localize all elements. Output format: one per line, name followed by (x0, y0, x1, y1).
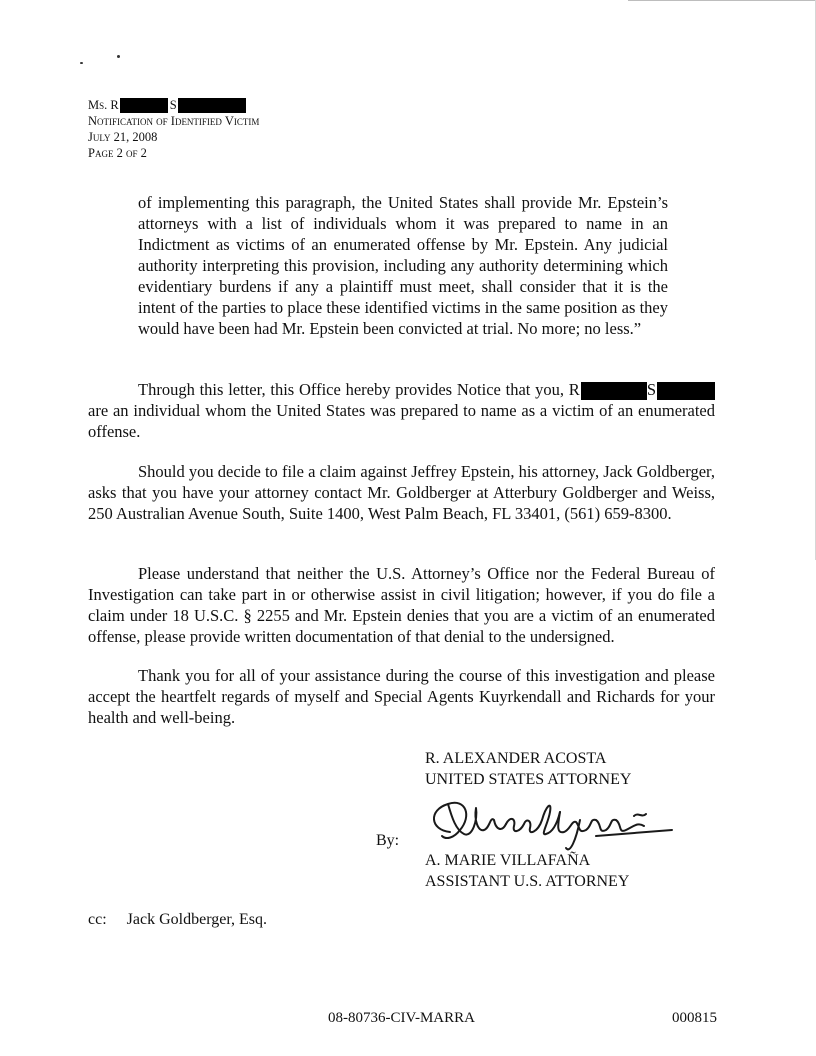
page-number: Page 2 of 2 (88, 146, 147, 160)
notice-end: are an individual whom the United States was prepared to name as a victim of an enumerated offense. (88, 401, 715, 442)
redaction-box (657, 382, 715, 400)
notice-paragraph (88, 379, 715, 442)
scan-speck (80, 62, 83, 64)
cc-label: cc: (88, 911, 107, 928)
subject-line: Notification of Identified Victim (88, 114, 260, 128)
redaction-box (581, 382, 647, 400)
salutation-prefix: Ms. R (88, 98, 119, 112)
by-label: By: (376, 832, 400, 849)
litigation-paragraph: Please understand that neither the U.S. Attorney’s Office nor the Federal Bureau of Investigation can take part in or otherwise assist in civil litigation; however, if you do file a claim under 18 U.S.C. § 2255 and Mr. Epstein denies that you are a victim of an enumerated offense, please provide written documentation of that denial to the undersigned. (88, 564, 715, 646)
cc-line (88, 911, 267, 929)
handwritten-signature (420, 790, 680, 856)
case-number: 08-80736-CIV-MARRA (328, 1010, 475, 1026)
notice-mid: S (646, 380, 656, 399)
letter-header (88, 97, 259, 161)
signer-title: ASSISTANT U.S. ATTORNEY (425, 873, 630, 890)
attorney-name: R. ALEXANDER ACOSTA (425, 750, 607, 767)
bates-number: 000815 (672, 1010, 717, 1026)
salutation-mid: S (169, 98, 177, 112)
signature-authority (425, 748, 631, 790)
quoted-paragraph: of implementing this paragraph, the United States shall provide Mr. Epstein’s attorneys with a list of individuals whom it was prepared to name in an Indictment as victims of an enumerated offense by Mr. Epstein. Any judicial authority interpreting this provision, including any authority determining which evidentiary burdens if any a plaintiff must meet, shall consider that it is the intent of the parties to place these identified victims in the same position as they would have been had Mr. Epstein been convicted at trial. No more; no less.” (138, 193, 668, 338)
salutation-line (88, 97, 259, 113)
signer-name: A. MARIE VILLAFAÑA (425, 852, 591, 869)
cc-recipient: Jack Goldberger, Esq. (126, 911, 268, 928)
scan-speck (117, 55, 120, 58)
signer-block (425, 850, 629, 892)
redaction-box (120, 98, 168, 113)
redaction-box (178, 98, 246, 113)
notice-start: Through this letter, this Office hereby provides Notice that you, R (138, 380, 580, 399)
attorney-title: UNITED STATES ATTORNEY (425, 771, 632, 788)
date-line: July 21, 2008 (88, 130, 158, 144)
scan-edge-top (628, 0, 816, 1)
claim-paragraph: Should you decide to file a claim against Jeffrey Epstein, his attorney, Jack Goldberger, asks that you have your attorney contact Mr. Goldberger at Atterbury Goldberger and Weiss, 250 Australian Avenue South, Suite 1400, West Palm Beach, FL 33401, (561) 659-8300. (88, 462, 715, 523)
thanks-paragraph: Thank you for all of your assistance during the course of this investigation and please accept the heartfelt regards of myself and Special Agents Kuyrkendall and Richards for your health and well-being. (88, 666, 715, 727)
